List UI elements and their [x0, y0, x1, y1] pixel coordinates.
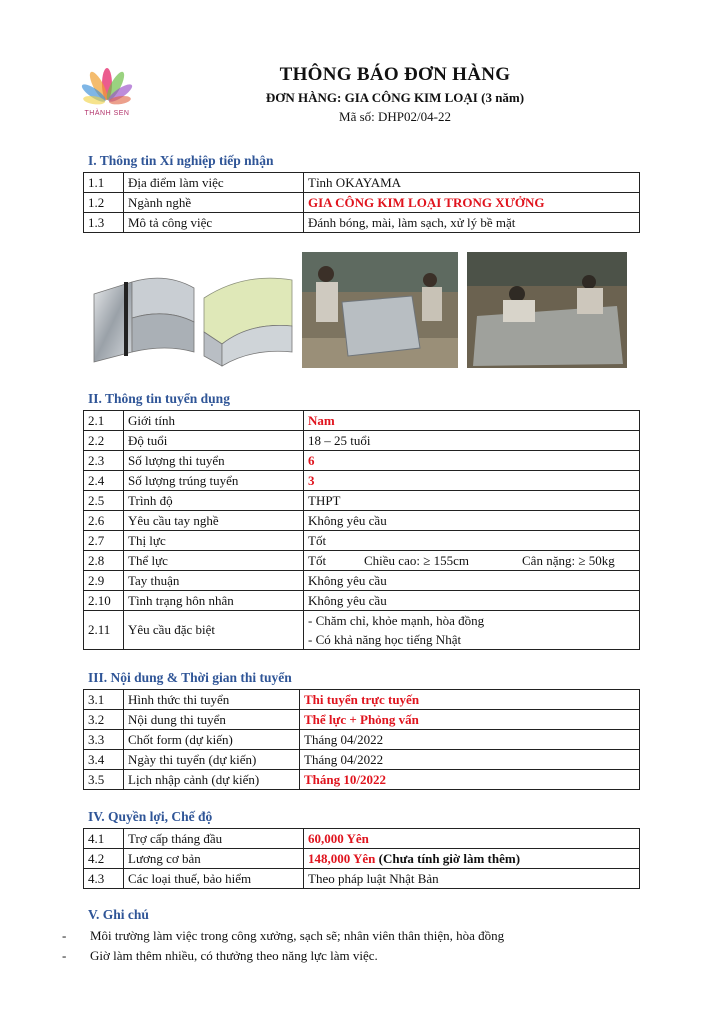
list-item: [62, 928, 504, 944]
special-requirement-2: - Có khả năng học tiếng Nhật: [308, 632, 462, 647]
table-row: [84, 551, 640, 571]
row-number: 3.4: [84, 750, 124, 770]
row-value: 6: [304, 451, 640, 471]
row-label: Yêu cầu đặc biệt: [124, 611, 304, 650]
lotus-icon: [70, 62, 144, 110]
table-row: [84, 611, 640, 650]
row-label: Trình độ: [124, 491, 304, 511]
table-row: [84, 491, 640, 511]
row-value: 3: [304, 471, 640, 491]
table-row: [84, 730, 640, 750]
row-label: Chốt form (dự kiến): [124, 730, 300, 750]
row-label: Hình thức thi tuyển: [124, 690, 300, 710]
row-number: 2.2: [84, 431, 124, 451]
row-value: 18 – 25 tuổi: [304, 431, 640, 451]
table-row: [84, 571, 640, 591]
row-number: 2.11: [84, 611, 124, 650]
row-label: Các loại thuế, bảo hiểm: [124, 869, 304, 889]
row-label: Lịch nhập cảnh (dự kiến): [124, 770, 300, 790]
row-number: 2.7: [84, 531, 124, 551]
painted-duct-photo: [200, 252, 296, 368]
row-number: 2.1: [84, 411, 124, 431]
row-label: Tình trạng hôn nhân: [124, 591, 304, 611]
list-item: [62, 948, 378, 964]
row-number: 1.1: [84, 173, 124, 193]
section-4-heading: IV. Quyền lợi, Chế độ: [88, 809, 213, 824]
table-row: [84, 750, 640, 770]
row-value: [304, 611, 640, 650]
fitness-value: Tốt: [308, 552, 327, 568]
workers-polishing-photo: [467, 252, 627, 368]
note-text: Giờ làm thêm nhiều, có thưởng theo năng lực làm việc.: [90, 948, 378, 963]
bullet-dash: -: [62, 948, 67, 963]
row-number: 1.2: [84, 193, 124, 213]
row-label: Trợ cấp tháng đầu: [124, 829, 304, 849]
section-3-table: [83, 689, 640, 790]
table-row: [84, 471, 640, 491]
row-label: Tay thuận: [124, 571, 304, 591]
row-value: Tháng 04/2022: [300, 750, 640, 770]
section-2-heading: II. Thông tin tuyển dụng: [88, 391, 230, 406]
table-row: [84, 849, 640, 869]
note-text: Môi trường làm việc trong công xưởng, sạch sẽ; nhân viên thân thiện, hòa đồng: [90, 928, 505, 943]
row-label: Nội dung thi tuyển: [124, 710, 300, 730]
section-2-table: [83, 410, 640, 650]
row-number: 2.5: [84, 491, 124, 511]
section-1-heading: I. Thông tin Xí nghiệp tiếp nhận: [88, 153, 274, 168]
table-row: [84, 411, 640, 431]
row-number: 1.3: [84, 213, 124, 233]
row-value: Tốt: [304, 531, 640, 551]
row-number: 3.5: [84, 770, 124, 790]
special-requirement-1: - Chăm chỉ, khỏe mạnh, hòa đồng: [308, 613, 485, 628]
row-label: Ngành nghề: [124, 193, 304, 213]
row-value: [304, 551, 640, 571]
order-code: Mã số: DHP02/04-22: [339, 109, 451, 124]
row-value: Tháng 10/2022: [300, 770, 640, 790]
table-row: [84, 511, 640, 531]
row-value: Thi tuyển trực tuyến: [300, 690, 640, 710]
weight-requirement: Cân nặng: ≥ 50kg: [522, 552, 615, 568]
row-value: Đánh bóng, mài, làm sạch, xử lý bề mặt: [304, 213, 640, 233]
height-requirement: Chiều cao: ≥ 155cm: [364, 552, 469, 568]
row-value: Theo pháp luật Nhật Bản: [304, 869, 640, 889]
row-number: 2.10: [84, 591, 124, 611]
section-4-table: [83, 828, 640, 889]
row-value: Tháng 04/2022: [300, 730, 640, 750]
row-value: Nam: [304, 411, 640, 431]
metal-duct-elbow-photo: [86, 252, 202, 368]
row-value: 60,000 Yên: [304, 829, 640, 849]
table-row: [84, 193, 640, 213]
row-number: 4.1: [84, 829, 124, 849]
row-number: 3.1: [84, 690, 124, 710]
row-label: Thị lực: [124, 531, 304, 551]
row-value: Không yêu cầu: [304, 511, 640, 531]
table-row: [84, 710, 640, 730]
row-label: Giới tính: [124, 411, 304, 431]
table-row: [84, 431, 640, 451]
row-value: Thể lực + Phỏng vấn: [300, 710, 640, 730]
row-label: Số lượng trúng tuyển: [124, 471, 304, 491]
table-row: [84, 173, 640, 193]
row-label: Yêu cầu tay nghề: [124, 511, 304, 531]
row-label: Địa điểm làm việc: [124, 173, 304, 193]
overtime-note: (Chưa tính giờ làm thêm): [378, 850, 521, 866]
section-3-heading: III. Nội dung & Thời gian thi tuyển: [88, 670, 292, 685]
row-value: [304, 849, 640, 869]
table-row: [84, 770, 640, 790]
row-number: 3.3: [84, 730, 124, 750]
section-5-heading: V. Ghi chú: [88, 907, 149, 922]
row-label: Số lượng thi tuyển: [124, 451, 304, 471]
bullet-dash: -: [62, 928, 67, 943]
row-value: THPT: [304, 491, 640, 511]
row-number: 2.9: [84, 571, 124, 591]
row-number: 2.8: [84, 551, 124, 571]
row-number: 2.3: [84, 451, 124, 471]
table-row: [84, 451, 640, 471]
page-subtitle: ĐƠN HÀNG: GIA CÔNG KIM LOẠI (3 năm): [265, 90, 525, 105]
section-1-table: [83, 172, 640, 233]
base-salary: 148,000 Yên: [308, 850, 376, 866]
table-row: [84, 690, 640, 710]
table-row: [84, 869, 640, 889]
row-number: 2.6: [84, 511, 124, 531]
row-value: Không yêu cầu: [304, 571, 640, 591]
row-number: 4.2: [84, 849, 124, 869]
page-title: THÔNG BÁO ĐƠN HÀNG: [279, 64, 511, 85]
row-value: GIA CÔNG KIM LOẠI TRONG XƯỞNG: [304, 193, 640, 213]
table-row: [84, 591, 640, 611]
row-label: Ngày thi tuyển (dự kiến): [124, 750, 300, 770]
table-row: [84, 829, 640, 849]
table-row: [84, 531, 640, 551]
row-label: Lương cơ bản: [124, 849, 304, 869]
row-number: 3.2: [84, 710, 124, 730]
row-value: Tỉnh OKAYAMA: [304, 173, 640, 193]
table-row: [84, 213, 640, 233]
logo-text: THÀNH SEN: [84, 110, 130, 117]
row-label: Độ tuổi: [124, 431, 304, 451]
row-label: Thể lực: [124, 551, 304, 571]
workshop-worker-photo: [302, 252, 458, 368]
row-number: 2.4: [84, 471, 124, 491]
company-logo: [70, 62, 144, 124]
row-label: Mô tả công việc: [124, 213, 304, 233]
row-value: Không yêu cầu: [304, 591, 640, 611]
row-number: 4.3: [84, 869, 124, 889]
